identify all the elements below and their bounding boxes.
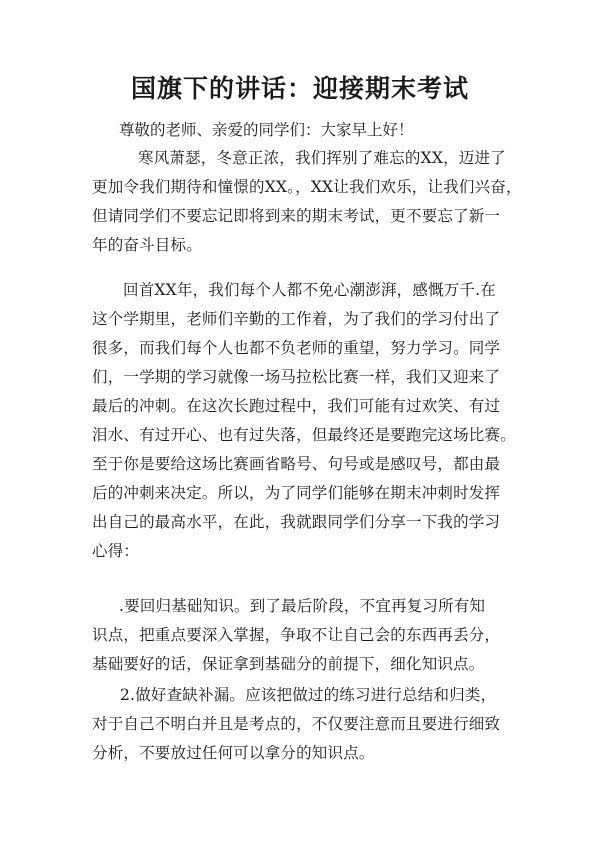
paragraph-3 bbox=[92, 592, 512, 679]
text-line: 更加令我们期待和憧憬的XX。，XX让我们欢乐，让我们兴奋， bbox=[92, 178, 522, 196]
paragraph-2 bbox=[92, 276, 516, 566]
text-line: 对于自己不明白并且是考点的，不仅要注意而且要进行细致 bbox=[92, 715, 501, 733]
text-line: 分析，不要放过任何可以拿分的知识点。 bbox=[92, 744, 375, 762]
text-line: 这个学期里，老师们辛勤的工作着，为了我们的学习付出了 bbox=[92, 310, 501, 328]
text-line: 寒风萧瑟，冬意正浓，我们挥别了难忘的XX，迈进了 bbox=[138, 149, 506, 167]
text-line: 基础要好的话，保证拿到基础分的前提下，细化知识点。 bbox=[92, 655, 485, 673]
text-line: 们，一学期的学习就像一场马拉松比赛一样，我们又迎来了 bbox=[92, 368, 501, 386]
text-line: 2.做好查缺补漏。应该把做过的练习进行总结和归类， bbox=[120, 686, 497, 704]
text-line: 回首XX年，我们每个人都不免心潮澎湃，感慨万千.在 bbox=[123, 281, 496, 299]
text-line: 心得： bbox=[92, 542, 140, 560]
text-line: 出自己的最高水平，在此，我就跟同学们分享一下我的学习 bbox=[92, 513, 501, 531]
greeting: 尊敬的老师、亲爱的同学们：大家早上好！ bbox=[119, 121, 414, 139]
text-line: 后的冲刺来决定。所以，为了同学们能够在期末冲刺时发挥 bbox=[92, 484, 501, 502]
text-line: 至于你是要给这场比赛画省略号、句号或是感叹号，都由最 bbox=[92, 455, 501, 473]
paragraph-4 bbox=[92, 681, 512, 768]
text-line: 年的奋斗目标。 bbox=[92, 236, 202, 254]
text-line: 识点，把重点要深入掌握，争取不让自己会的东西再丢分， bbox=[92, 626, 501, 644]
paragraph-1 bbox=[92, 144, 522, 260]
page-title: 国旗下的讲话：迎接期末考试 bbox=[130, 74, 469, 103]
text-line: 很多，而我们每个人也都不负老师的重望，努力学习。同学 bbox=[92, 339, 501, 357]
text-line: .要回归基础知识。到了最后阶段，不宜再复习所有知 bbox=[119, 597, 486, 615]
text-line: 泪水、有过开心、也有过失落，但最终还是要跑完这场比赛。 bbox=[92, 426, 516, 444]
text-line: 最后的冲刺。在这次长跑过程中，我们可能有过欢笑、有过 bbox=[92, 397, 501, 415]
text-line: 但请同学们不要忘记即将到来的期末考试，更不要忘了新一 bbox=[92, 207, 501, 225]
